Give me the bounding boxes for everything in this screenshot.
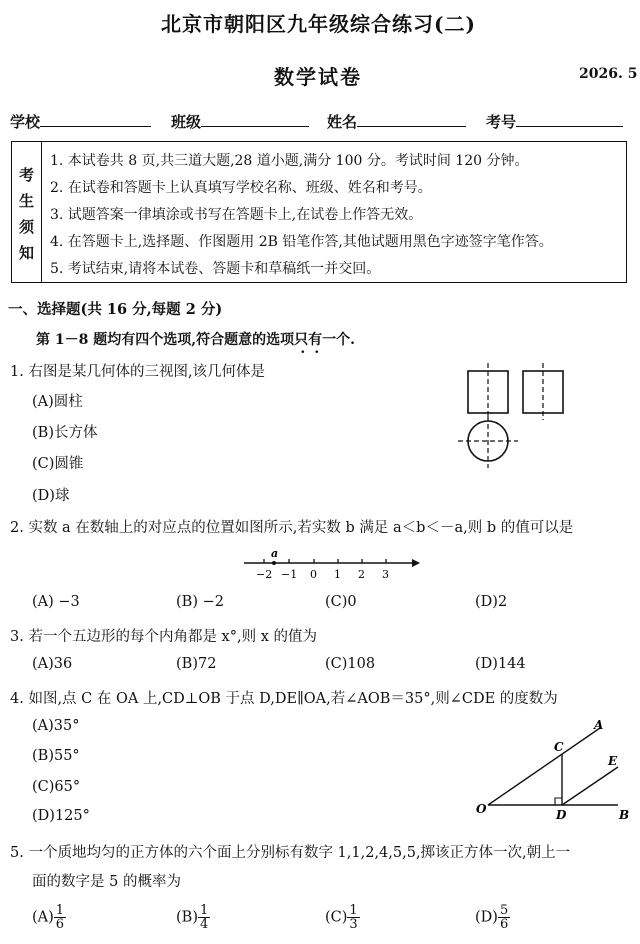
fraction-denominator: 3 bbox=[349, 917, 358, 932]
q3-option-c[interactable]: (C)108 bbox=[325, 656, 376, 672]
q1-option-b[interactable]: (B)长方体 bbox=[32, 425, 98, 441]
point-a-label: a bbox=[271, 547, 279, 560]
q1-stem: 1. 右图是某几何体的三视图,该几何体是 bbox=[10, 364, 266, 380]
field-exam-number-line[interactable] bbox=[516, 112, 623, 127]
q2-option-d[interactable]: (D)2 bbox=[475, 594, 508, 610]
field-exam-number[interactable] bbox=[486, 111, 623, 132]
fraction-numerator: 1 bbox=[55, 903, 65, 918]
exam-date: 2026. 5 bbox=[579, 66, 638, 82]
ray-oa bbox=[488, 728, 600, 805]
right-angle-mark bbox=[555, 798, 562, 805]
fraction-denominator: 6 bbox=[499, 917, 509, 932]
field-class-line[interactable] bbox=[201, 112, 309, 127]
tick-label: 3 bbox=[382, 568, 389, 581]
label-c: C bbox=[554, 740, 564, 754]
q2-option-a[interactable]: (A) −3 bbox=[32, 594, 80, 610]
tick-label: −1 bbox=[281, 568, 298, 581]
notice-label-char: 知 bbox=[19, 244, 35, 262]
fraction bbox=[54, 904, 66, 931]
fraction-numerator: 1 bbox=[349, 903, 358, 918]
fraction-denominator: 6 bbox=[55, 917, 65, 932]
notice-rule: 2. 在试卷和答题卡上认真填写学校名称、班级、姓名和考号。 bbox=[50, 180, 432, 196]
q4-option-b[interactable]: (B)55° bbox=[32, 748, 80, 764]
field-name-label: 姓名 bbox=[327, 113, 358, 131]
q4-option-a[interactable]: (A)35° bbox=[32, 718, 80, 734]
q4-angle-figure bbox=[470, 715, 635, 825]
tick-label: 2 bbox=[358, 568, 365, 581]
axis-arrow bbox=[412, 559, 420, 567]
label-o: O bbox=[476, 802, 487, 816]
q5-option-d[interactable] bbox=[475, 904, 510, 931]
field-name-line[interactable] bbox=[357, 112, 466, 127]
q5-option-c[interactable] bbox=[325, 904, 360, 931]
instruction-text: 一个. bbox=[322, 332, 355, 348]
option-label: (D) bbox=[475, 909, 498, 926]
fraction-denominator: 4 bbox=[199, 917, 209, 932]
segment-de bbox=[562, 767, 618, 805]
notice-label bbox=[12, 142, 42, 282]
section-1-title: 一、选择题(共 16 分,每题 2 分) bbox=[8, 301, 223, 318]
tick-label: −2 bbox=[256, 568, 273, 581]
label-a: A bbox=[594, 718, 604, 732]
instruction-text: 第 1－8 题均有四个选项,符合题意的选项 bbox=[36, 332, 295, 348]
notice-label-char: 考 bbox=[19, 166, 35, 184]
q2-stem: 2. 实数 a 在数轴上的对应点的位置如图所示,若实数 b 满足 a＜b＜－a,则 b 的值可以是 bbox=[10, 520, 574, 536]
notice-label-char: 生 bbox=[19, 192, 35, 210]
option-label: (A) bbox=[32, 909, 54, 926]
field-school-label: 学校 bbox=[10, 113, 41, 131]
q5-option-b[interactable] bbox=[176, 904, 210, 931]
notice-rule: 5. 考试结束,请将本试卷、答题卡和草稿纸一并交回。 bbox=[50, 261, 381, 277]
q1-option-c[interactable]: (C)圆锥 bbox=[32, 456, 84, 472]
exam-subtitle: 数学试卷 bbox=[274, 65, 362, 89]
emphasis-char: 只 bbox=[294, 332, 309, 348]
fraction bbox=[498, 904, 510, 931]
notice-rule: 1. 本试卷共 8 页,共三道大题,28 道小题,满分 100 分。考试时间 120 分钟。 bbox=[50, 153, 529, 169]
q5-stem-line1: 5. 一个质地均匀的正方体的六个面上分别标有数字 1,1,2,4,5,5,掷该正方体一次,朝上一 bbox=[10, 845, 571, 861]
q1-option-a[interactable]: (A)圆柱 bbox=[32, 394, 83, 410]
section-1-instruction bbox=[36, 329, 355, 349]
field-school[interactable] bbox=[10, 111, 151, 132]
field-class-label: 班级 bbox=[171, 113, 202, 131]
fraction bbox=[198, 904, 210, 931]
q4-stem: 4. 如图,点 C 在 OA 上,CD⊥OB 于点 D,DE∥OA,若∠AOB＝35°,则∠CDE 的度数为 bbox=[10, 691, 558, 707]
notice-rule: 4. 在答题卡上,选择题、作图题用 2B 铅笔作答,其他试题用黑色字迹签字笔作答。 bbox=[50, 234, 553, 250]
candidate-notice-box bbox=[11, 141, 627, 283]
emphasis-char: 有 bbox=[308, 332, 323, 348]
notice-label-char: 须 bbox=[19, 218, 35, 236]
label-e: E bbox=[608, 754, 618, 768]
exam-title: 北京市朝阳区九年级综合练习(二) bbox=[161, 12, 476, 36]
q1-three-view-figure bbox=[455, 360, 575, 472]
q3-option-d[interactable]: (D)144 bbox=[475, 656, 526, 672]
fraction-numerator: 5 bbox=[499, 903, 509, 918]
q2-number-line bbox=[240, 548, 420, 582]
q2-option-b[interactable]: (B) −2 bbox=[176, 594, 224, 610]
notice-rule: 3. 试题答案一律填涂或书写在答题卡上,在试卷上作答无效。 bbox=[50, 207, 423, 223]
q3-option-b[interactable]: (B)72 bbox=[176, 656, 217, 672]
q5-option-a[interactable] bbox=[32, 904, 66, 931]
field-school-line[interactable] bbox=[40, 112, 151, 127]
option-label: (B) bbox=[176, 909, 198, 926]
tick-label: 1 bbox=[334, 568, 341, 581]
fraction bbox=[347, 904, 359, 931]
label-d: D bbox=[556, 808, 567, 822]
q3-stem: 3. 若一个五边形的每个内角都是 x°,则 x 的值为 bbox=[10, 629, 317, 645]
label-b: B bbox=[619, 808, 630, 822]
option-label: (C) bbox=[325, 909, 348, 926]
field-exam-number-label: 考号 bbox=[486, 113, 517, 131]
q4-option-d[interactable]: (D)125° bbox=[32, 808, 90, 824]
q3-option-a[interactable]: (A)36 bbox=[32, 656, 73, 672]
fraction-numerator: 1 bbox=[199, 903, 209, 918]
field-name[interactable] bbox=[327, 111, 466, 132]
q4-option-c[interactable]: (C)65° bbox=[32, 779, 81, 795]
point-a bbox=[272, 561, 276, 565]
field-class[interactable] bbox=[171, 111, 309, 132]
q1-option-d[interactable]: (D)球 bbox=[32, 488, 70, 504]
q5-stem-line2: 面的数字是 5 的概率为 bbox=[32, 874, 181, 890]
q2-option-c[interactable]: (C)0 bbox=[325, 594, 357, 610]
tick-label: 0 bbox=[310, 568, 317, 581]
